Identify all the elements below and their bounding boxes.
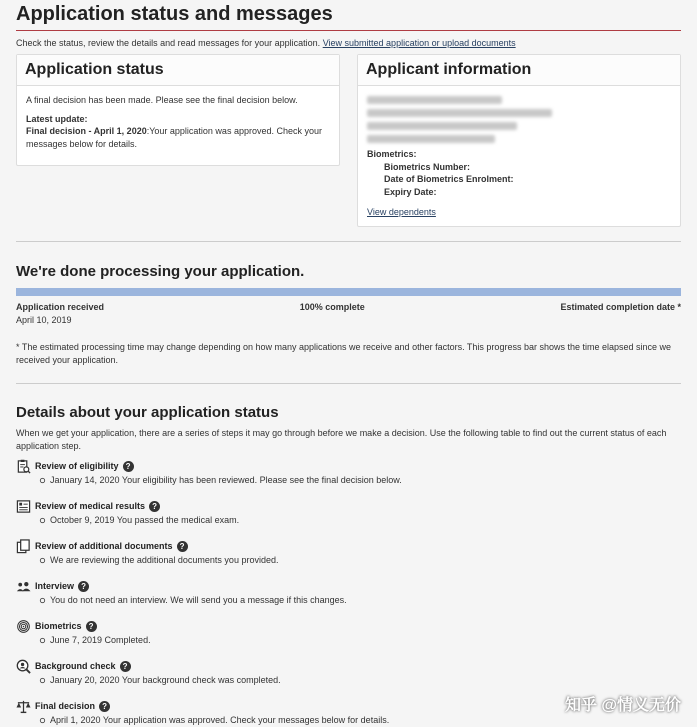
progress-labels	[16, 301, 681, 313]
step-name: Final decision	[35, 701, 96, 711]
page-intro	[16, 37, 681, 49]
latest-update	[26, 125, 330, 150]
step-name: Biometrics	[35, 621, 82, 631]
step-interview	[16, 578, 681, 607]
progress-heading: We're done processing your application.	[16, 263, 305, 280]
bullet-icon	[39, 477, 46, 484]
bullet-icon	[39, 637, 46, 644]
percent-complete: 100% complete	[299, 302, 365, 312]
estimated-completion-label: Estimated completion date *	[560, 302, 681, 312]
help-icon[interactable]: ?	[149, 501, 160, 512]
step-eligibility	[16, 458, 681, 487]
status-card-title: Application status	[17, 55, 339, 86]
step-detail: October 9, 2019 You passed the medical exam.	[50, 515, 240, 525]
bullet-icon	[39, 517, 46, 524]
info-cards	[16, 54, 681, 229]
step-medical	[16, 498, 681, 527]
section-divider	[16, 383, 681, 384]
help-icon[interactable]: ?	[99, 701, 110, 712]
step-detail: You do not need an interview. We will send you a message if this changes.	[50, 595, 347, 605]
redacted-line	[367, 109, 552, 117]
step-detail: We are reviewing the additional documents you provided.	[50, 555, 279, 565]
step-biometrics	[16, 618, 681, 647]
redacted-line	[367, 96, 502, 104]
scales-icon	[16, 699, 31, 714]
help-icon[interactable]: ?	[123, 461, 134, 472]
title-divider	[16, 30, 681, 31]
intro-text: Check the status, review the details and read messages for your application.	[16, 38, 321, 48]
medical-icon	[16, 499, 31, 514]
step-detail: April 1, 2020 Your application was approved. Check your messages below for details.	[50, 715, 390, 725]
section-divider	[16, 241, 681, 242]
step-detail: January 14, 2020 Your eligibility has been reviewed. Please see the final decision below.	[50, 475, 402, 485]
background-check-icon	[16, 659, 31, 674]
applicant-card-title: Applicant information	[358, 55, 680, 86]
fingerprint-icon	[16, 619, 31, 634]
status-message: A final decision has been made. Please see the final decision below.	[26, 95, 298, 105]
bullet-icon	[39, 597, 46, 604]
step-name: Review of medical results	[35, 501, 146, 511]
progress-section	[16, 263, 681, 367]
bullet-icon	[39, 677, 46, 684]
documents-icon	[16, 539, 31, 554]
step-name: Review of eligibility	[35, 461, 119, 471]
biometrics-enrolment-label: Date of Biometrics Enrolment:	[384, 174, 514, 184]
applicant-card-body	[358, 86, 680, 227]
step-name: Background check	[35, 661, 116, 671]
application-status-card	[16, 54, 340, 166]
latest-update-label: Latest update:	[26, 113, 88, 124]
details-section	[16, 404, 681, 727]
progress-note: * The estimated processing time may change depending on how many applications we receive and other factors. This progress bar shows the time elapsed since we received your application.	[16, 342, 672, 365]
help-icon[interactable]: ?	[86, 621, 97, 632]
help-icon[interactable]: ?	[78, 581, 89, 592]
redacted-line	[367, 135, 495, 143]
details-intro: When we get your application, there are a series of steps it may go through before we make a decision. Use the following table to find out the current status of each application step.	[16, 428, 667, 451]
final-decision-date: Final decision - April 1, 2020	[26, 126, 147, 136]
view-dependents-link[interactable]: View dependents	[367, 207, 436, 217]
status-card-body	[17, 86, 339, 158]
biometrics-expiry-label: Expiry Date:	[384, 186, 437, 197]
progress-bar	[16, 288, 681, 296]
step-name: Interview	[35, 581, 75, 591]
application-received-label: Application received	[16, 302, 105, 312]
bullet-icon	[39, 717, 46, 724]
step-detail: June 7, 2019 Completed.	[50, 635, 151, 645]
help-icon[interactable]: ?	[120, 661, 131, 672]
page-title: Application status and messages	[16, 3, 333, 25]
people-icon	[16, 579, 31, 594]
application-received-date: April 10, 2019	[16, 315, 72, 325]
applicant-information-card	[357, 54, 681, 227]
watermark: 知乎 @情义无价	[564, 697, 681, 714]
biometrics-number-label: Biometrics Number:	[384, 161, 471, 172]
biometrics-label: Biometrics:	[367, 149, 417, 159]
details-heading: Details about your application status	[16, 404, 279, 421]
page	[16, 0, 681, 727]
final-decision-text: :Your application was approved. Check your messages below for details.	[26, 126, 322, 149]
redacted-line	[367, 122, 517, 130]
help-icon[interactable]: ?	[177, 541, 188, 552]
step-background-check	[16, 658, 681, 687]
step-name: Review of additional documents	[35, 541, 173, 551]
clipboard-icon	[16, 459, 31, 474]
bullet-icon	[39, 557, 46, 564]
step-additional-documents	[16, 538, 681, 567]
step-detail: January 20, 2020 Your background check was completed.	[50, 675, 281, 685]
view-application-link[interactable]: View submitted application or upload documents	[322, 38, 516, 48]
steps-list	[16, 458, 681, 727]
